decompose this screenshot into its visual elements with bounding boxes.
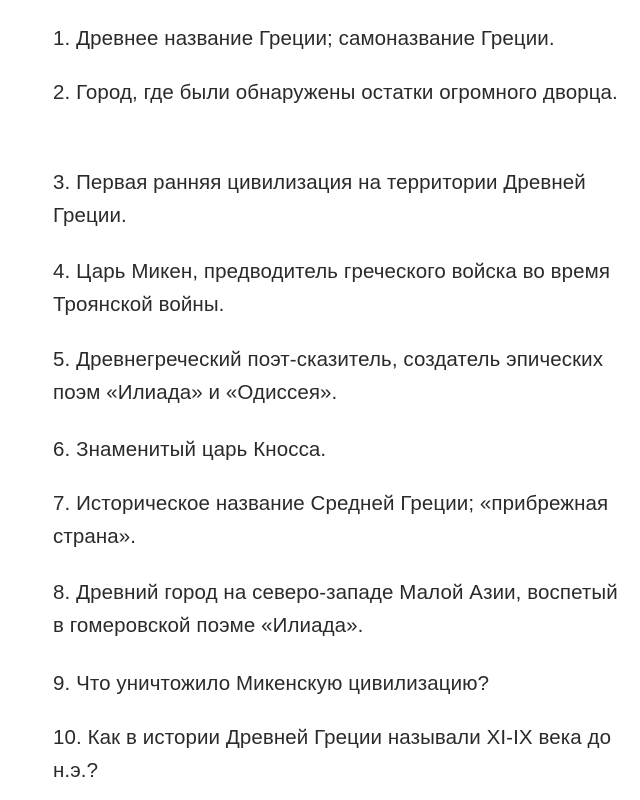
question-item: 5. Древнегреческий поэт-сказитель, создатель эпических поэм «Илиада» и «Одиссея». bbox=[53, 348, 604, 404]
question-item: 8. Древний город на северо-западе Малой Азии, воспетый в гомеровской поэме «Илиада». bbox=[53, 581, 618, 637]
question-item: 9. Что уничтожило Микенскую цивилизацию? bbox=[53, 672, 490, 695]
question-item: 4. Царь Микен, предводитель греческого войска во время Троянской войны. bbox=[53, 260, 611, 316]
question-item: 3. Первая ранняя цивилизация на территории Древней Греции. bbox=[53, 171, 586, 227]
question-item: 1. Древнее название Греции; самоназвание Греции. bbox=[53, 27, 555, 50]
question-item: 6. Знаменитый царь Кносса. bbox=[53, 438, 327, 461]
question-item: 7. Историческое название Средней Греции; «прибрежная страна». bbox=[53, 492, 609, 548]
question-item: 2. Город, где были обнаружены остатки огромного дворца. bbox=[53, 81, 618, 104]
question-item: 10. Как в истории Древней Греции называли XI-IX века до н.э.? bbox=[53, 726, 612, 782]
